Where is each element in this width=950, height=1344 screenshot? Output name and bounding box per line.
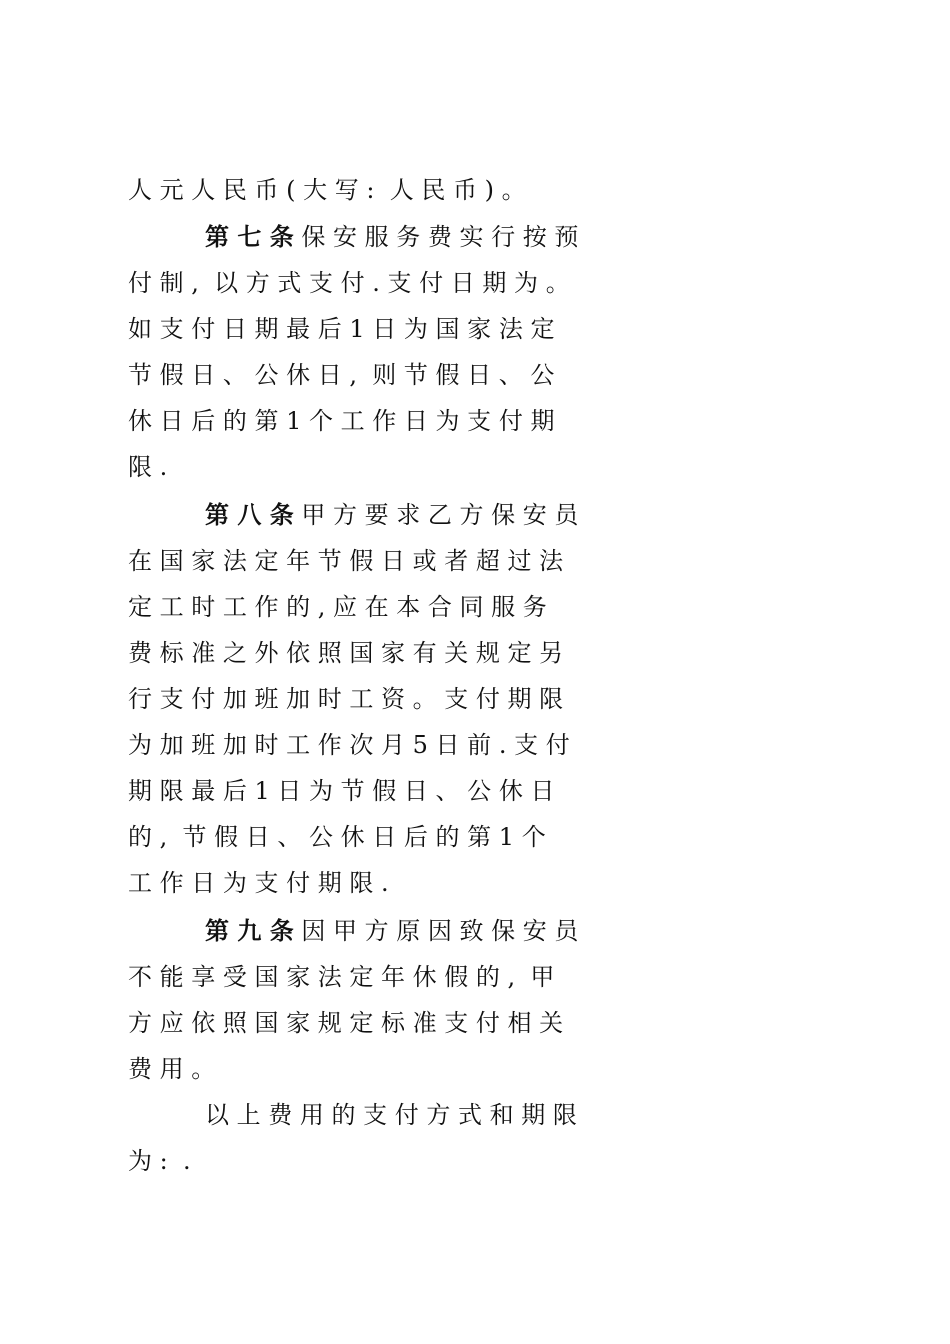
text-line: 在 国 家 法 定 年 节 假 日 或 者 超 过 法	[128, 547, 564, 575]
text-line: 费 标 准 之 外 依 照 国 家 有 关 规 定 另	[128, 639, 564, 667]
text-line: 休 日 后 的 第 1 个 工 作 日 为 支 付 期	[128, 407, 555, 435]
article-7-paragraph-start	[205, 222, 578, 252]
text-line: 付 制 , 以 方 式 支 付 . 支 付 日 期 为 。	[128, 269, 570, 297]
text-line: 方 应 依 照 国 家 规 定 标 准 支 付 相 关	[128, 1009, 564, 1037]
article-9-text: 因 甲 方 原 因 致 保 安 员	[293, 917, 579, 945]
article-8-paragraph-start	[205, 500, 578, 530]
text-line: 为 : .	[128, 1147, 191, 1175]
text-line: 的 , 节 假 日 、 公 休 日 后 的 第 1 个	[128, 823, 546, 851]
text-line: 工 作 日 为 支 付 期 限 .	[128, 869, 389, 897]
article-8-text: 甲 方 要 求 乙 方 保 安 员	[293, 501, 579, 529]
article-8-heading: 第 八 条	[205, 500, 294, 529]
article-9-heading: 第 九 条	[205, 916, 294, 945]
article-9-paragraph-start	[205, 916, 578, 946]
text-line: 费 用 。	[128, 1055, 216, 1083]
text-line: 为 加 班 加 时 工 作 次 月 5 日 前 . 支 付	[128, 731, 570, 759]
text-line: 不 能 享 受 国 家 法 定 年 休 假 的 , 甲	[128, 963, 555, 991]
payment-summary-paragraph-start: 以 上 费 用 的 支 付 方 式 和 期 限	[205, 1101, 577, 1129]
text-line: 节 假 日 、 公 休 日 , 则 节 假 日 、 公	[128, 361, 555, 389]
text-line: 期 限 最 后 1 日 为 节 假 日 、 公 休 日	[128, 777, 555, 805]
text-line: 定 工 时 工 作 的 , 应 在 本 合 同 服 务	[128, 593, 547, 621]
article-7-text: 保 安 服 务 费 实 行 按 预	[293, 223, 579, 251]
text-line: 人 元 人 民 币 ( 大 写 : 人 民 币 ) 。	[128, 176, 526, 204]
article-7-heading: 第 七 条	[205, 222, 294, 251]
text-line: 限 .	[128, 453, 168, 481]
text-line: 行 支 付 加 班 加 时 工 资 。 支 付 期 限	[128, 685, 564, 713]
text-line: 如 支 付 日 期 最 后 1 日 为 国 家 法 定	[128, 315, 555, 343]
